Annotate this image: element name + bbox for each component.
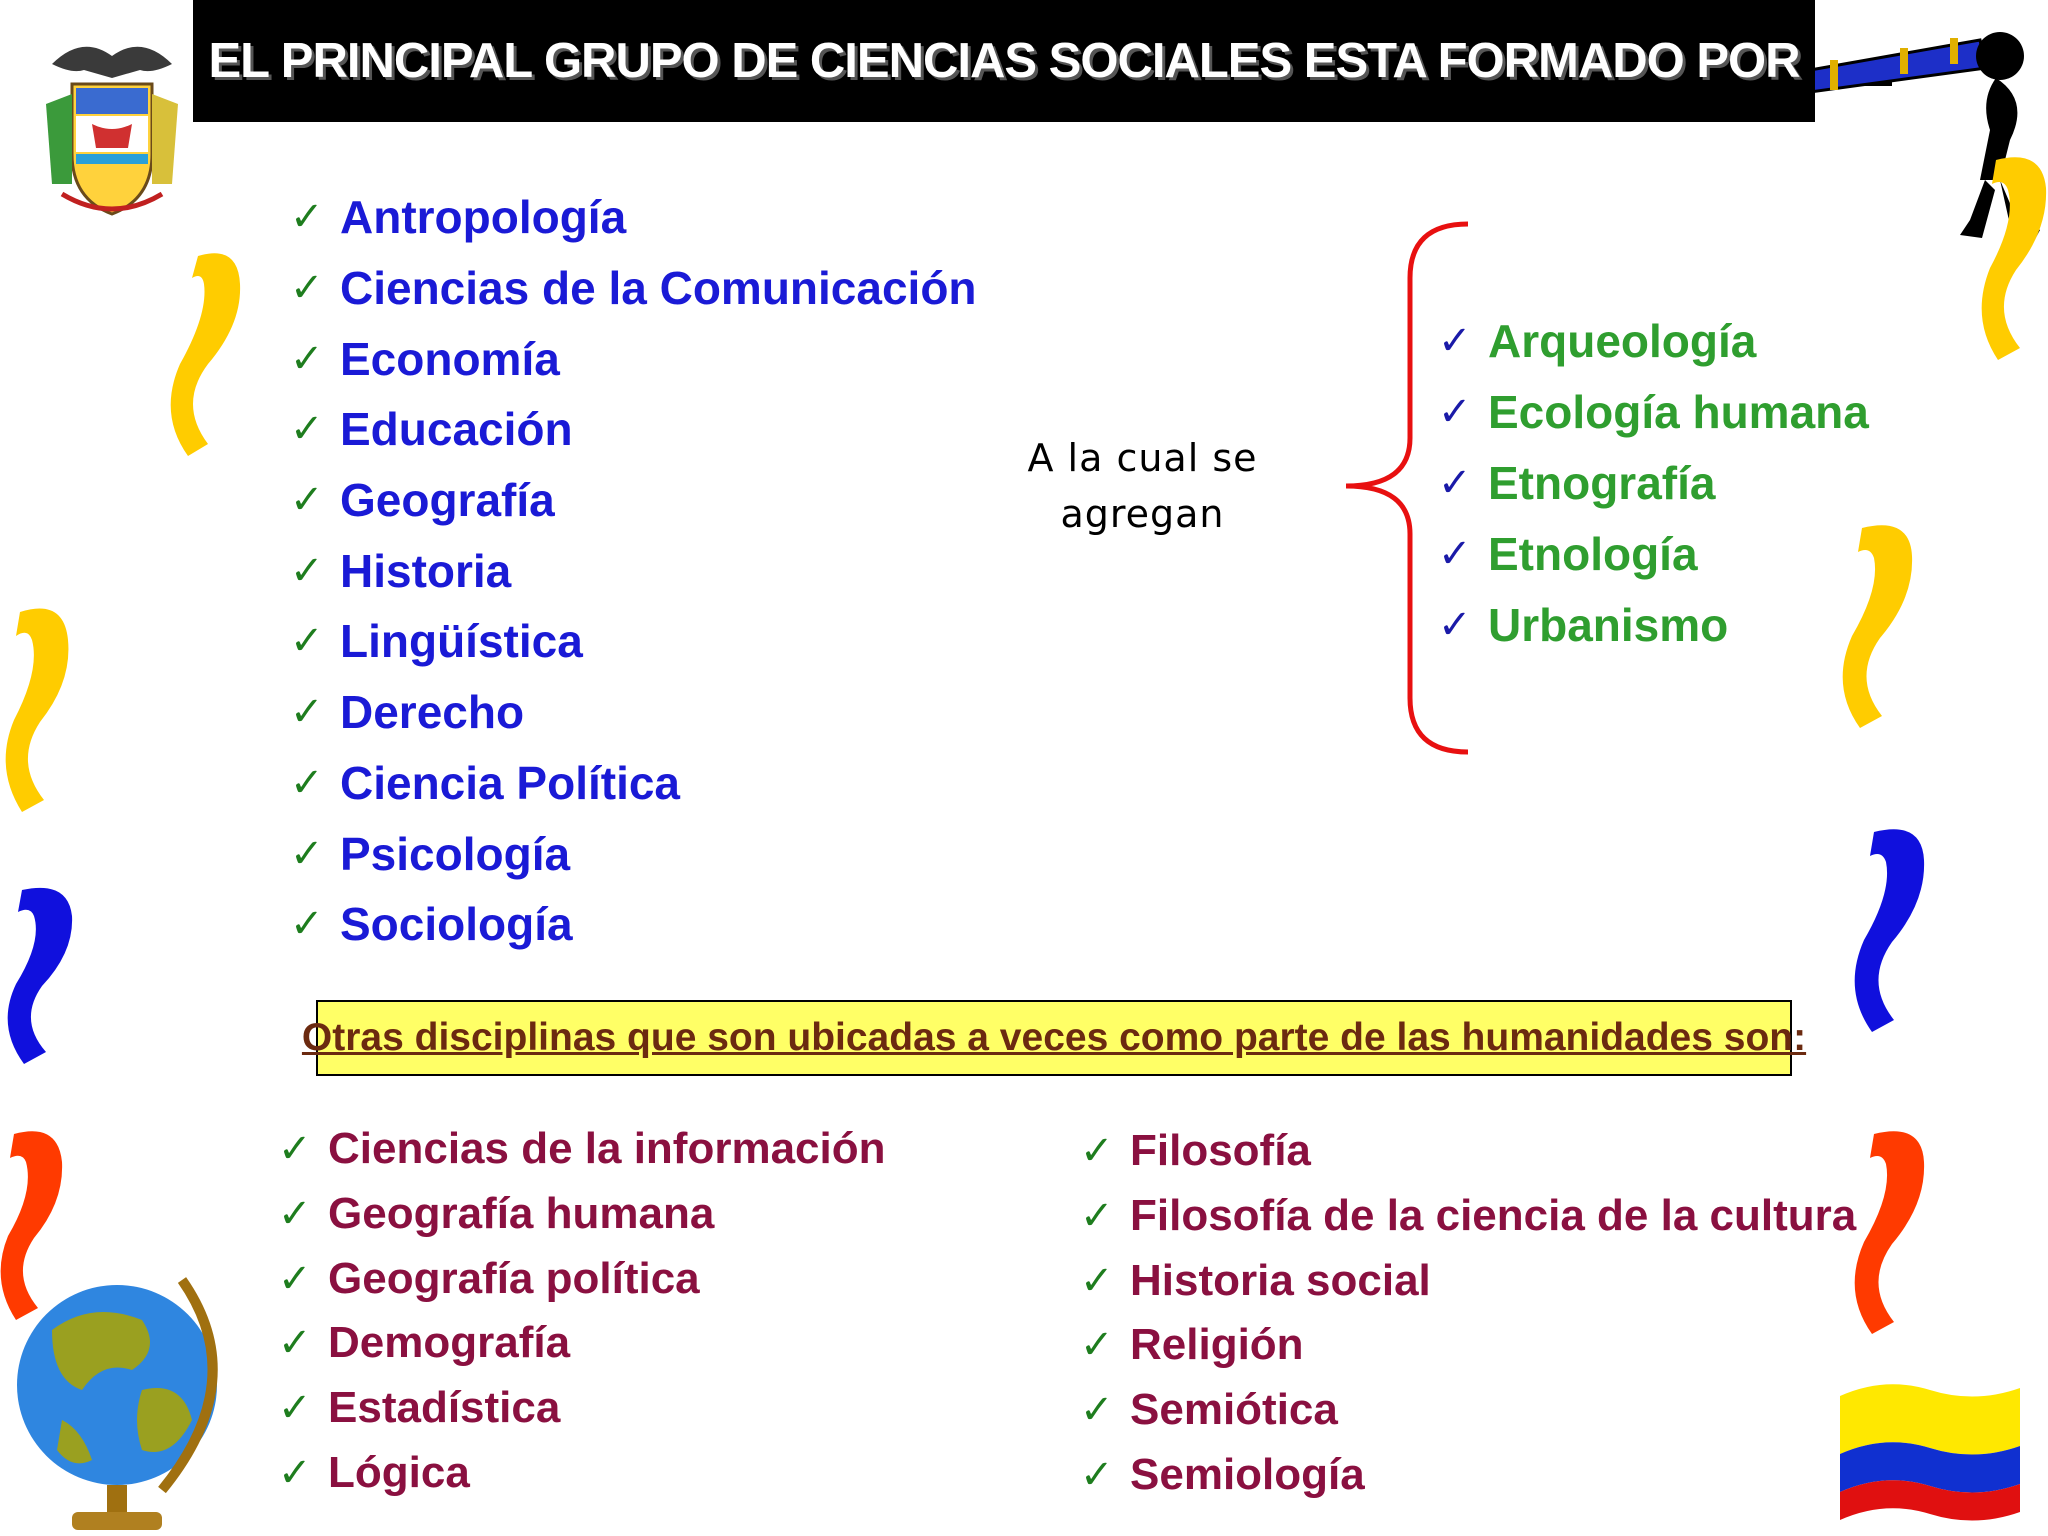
list-item-label: Sociología bbox=[340, 898, 573, 951]
list-item bbox=[290, 677, 977, 748]
list-item-label: Etnografía bbox=[1488, 456, 1716, 509]
list-item bbox=[290, 182, 977, 253]
list-item-label: Antropología bbox=[340, 191, 627, 244]
check-icon: ✓ bbox=[1080, 1258, 1114, 1303]
list-item-label: Historia bbox=[340, 544, 512, 597]
check-icon: ✓ bbox=[290, 195, 324, 240]
list-item bbox=[1080, 1378, 1856, 1443]
humanities-list-right bbox=[1080, 1119, 1856, 1507]
check-icon: ✓ bbox=[1438, 602, 1472, 647]
list-item-label: Urbanismo bbox=[1488, 598, 1729, 651]
list-item-label: Filosofía bbox=[1130, 1126, 1311, 1176]
list-item bbox=[290, 465, 977, 536]
list-item-label: Educación bbox=[340, 403, 573, 456]
question-mark-icon bbox=[158, 244, 248, 464]
main-disciplines-list bbox=[290, 182, 977, 960]
list-item-label: Semiótica bbox=[1130, 1385, 1338, 1435]
list-item-label: Estadística bbox=[328, 1383, 561, 1433]
list-item bbox=[290, 535, 977, 606]
check-icon: ✓ bbox=[290, 336, 324, 381]
list-item-label: Filosofía de la ciencia de la cultura bbox=[1130, 1191, 1857, 1241]
list-item bbox=[1080, 1184, 1856, 1249]
humanities-note: Otras disciplinas que son ubicadas a veces como parte de las humanidades son: bbox=[301, 1016, 1807, 1059]
list-item bbox=[1438, 518, 1869, 589]
humanities-note-box bbox=[301, 1000, 1807, 1076]
check-icon: ✓ bbox=[278, 1127, 312, 1172]
list-item-label: Lógica bbox=[328, 1447, 470, 1497]
check-icon: ✓ bbox=[278, 1386, 312, 1431]
check-icon: ✓ bbox=[1438, 531, 1472, 576]
list-item bbox=[1080, 1119, 1856, 1184]
check-icon: ✓ bbox=[290, 478, 324, 523]
check-icon: ✓ bbox=[1080, 1323, 1114, 1368]
list-item bbox=[290, 748, 977, 819]
list-item-label: Psicología bbox=[340, 827, 571, 880]
colombia-coat-of-arms-icon bbox=[32, 34, 192, 244]
list-item-label: Derecho bbox=[340, 686, 525, 739]
check-icon: ✓ bbox=[290, 902, 324, 947]
question-mark-icon bbox=[0, 880, 80, 1070]
list-item bbox=[278, 1376, 886, 1441]
list-item-label: Economía bbox=[340, 332, 560, 385]
list-item-label: Religión bbox=[1130, 1320, 1304, 1370]
list-item bbox=[290, 818, 977, 889]
list-item-label: Lingüística bbox=[340, 615, 583, 668]
humanities-list-left bbox=[278, 1117, 886, 1505]
list-item bbox=[1438, 376, 1869, 447]
check-icon: ✓ bbox=[290, 407, 324, 452]
list-item-label: Demografía bbox=[328, 1318, 571, 1368]
list-item bbox=[1080, 1442, 1856, 1507]
list-item bbox=[290, 253, 977, 324]
added-disciplines-list bbox=[1438, 305, 1869, 660]
check-icon: ✓ bbox=[290, 266, 324, 311]
list-item-label: Ciencias de la información bbox=[328, 1124, 886, 1174]
check-icon: ✓ bbox=[1438, 460, 1472, 505]
check-icon: ✓ bbox=[290, 831, 324, 876]
colombia-flag-icon bbox=[1840, 1376, 2022, 1524]
list-item bbox=[278, 1246, 886, 1311]
list-item bbox=[1438, 589, 1869, 660]
list-item bbox=[290, 323, 977, 394]
connector-line-2: agregan bbox=[1060, 492, 1225, 536]
check-icon: ✓ bbox=[1438, 389, 1472, 434]
list-item-label: Geografía bbox=[340, 474, 555, 527]
globe-icon bbox=[12, 1270, 232, 1536]
check-icon: ✓ bbox=[1080, 1194, 1114, 1239]
page-title: EL PRINCIPAL GRUPO DE CIENCIAS SOCIALES ESTA FORMADO POR bbox=[208, 34, 1800, 88]
list-item-label: Historia social bbox=[1130, 1255, 1431, 1305]
list-item bbox=[278, 1182, 886, 1247]
list-item bbox=[1080, 1248, 1856, 1313]
check-icon: ✓ bbox=[278, 1321, 312, 1366]
question-mark-icon bbox=[0, 600, 80, 820]
list-item bbox=[1438, 447, 1869, 518]
list-item bbox=[1438, 305, 1869, 376]
list-item-label: Geografía política bbox=[328, 1253, 700, 1303]
question-mark-icon bbox=[1830, 820, 1930, 1040]
list-item-label: Geografía humana bbox=[328, 1189, 715, 1239]
list-item bbox=[290, 394, 977, 465]
check-icon: ✓ bbox=[1080, 1388, 1114, 1433]
check-icon: ✓ bbox=[290, 619, 324, 664]
list-item bbox=[278, 1440, 886, 1505]
connector-text bbox=[1000, 430, 1285, 542]
list-item-label: Ciencias de la Comunicación bbox=[340, 262, 977, 315]
connector-line-1: A la cual se bbox=[1027, 436, 1258, 480]
list-item bbox=[1080, 1313, 1856, 1378]
check-icon: ✓ bbox=[1438, 318, 1472, 363]
check-icon: ✓ bbox=[278, 1256, 312, 1301]
list-item-label: Ciencia Política bbox=[340, 756, 681, 809]
check-icon: ✓ bbox=[278, 1450, 312, 1495]
check-icon: ✓ bbox=[1080, 1452, 1114, 1497]
list-item bbox=[278, 1311, 886, 1376]
list-item bbox=[278, 1117, 886, 1182]
check-icon: ✓ bbox=[278, 1192, 312, 1237]
list-item-label: Ecología humana bbox=[1488, 385, 1869, 438]
check-icon: ✓ bbox=[290, 548, 324, 593]
question-mark-icon bbox=[1972, 148, 2048, 368]
list-item-label: Semiología bbox=[1130, 1449, 1365, 1499]
check-icon: ✓ bbox=[290, 690, 324, 735]
list-item-label: Etnología bbox=[1488, 527, 1698, 580]
check-icon: ✓ bbox=[1080, 1129, 1114, 1174]
check-icon: ✓ bbox=[290, 760, 324, 805]
list-item-label: Arqueología bbox=[1488, 314, 1757, 367]
list-item bbox=[290, 606, 977, 677]
list-item bbox=[290, 889, 977, 960]
title-bar bbox=[193, 0, 1815, 122]
